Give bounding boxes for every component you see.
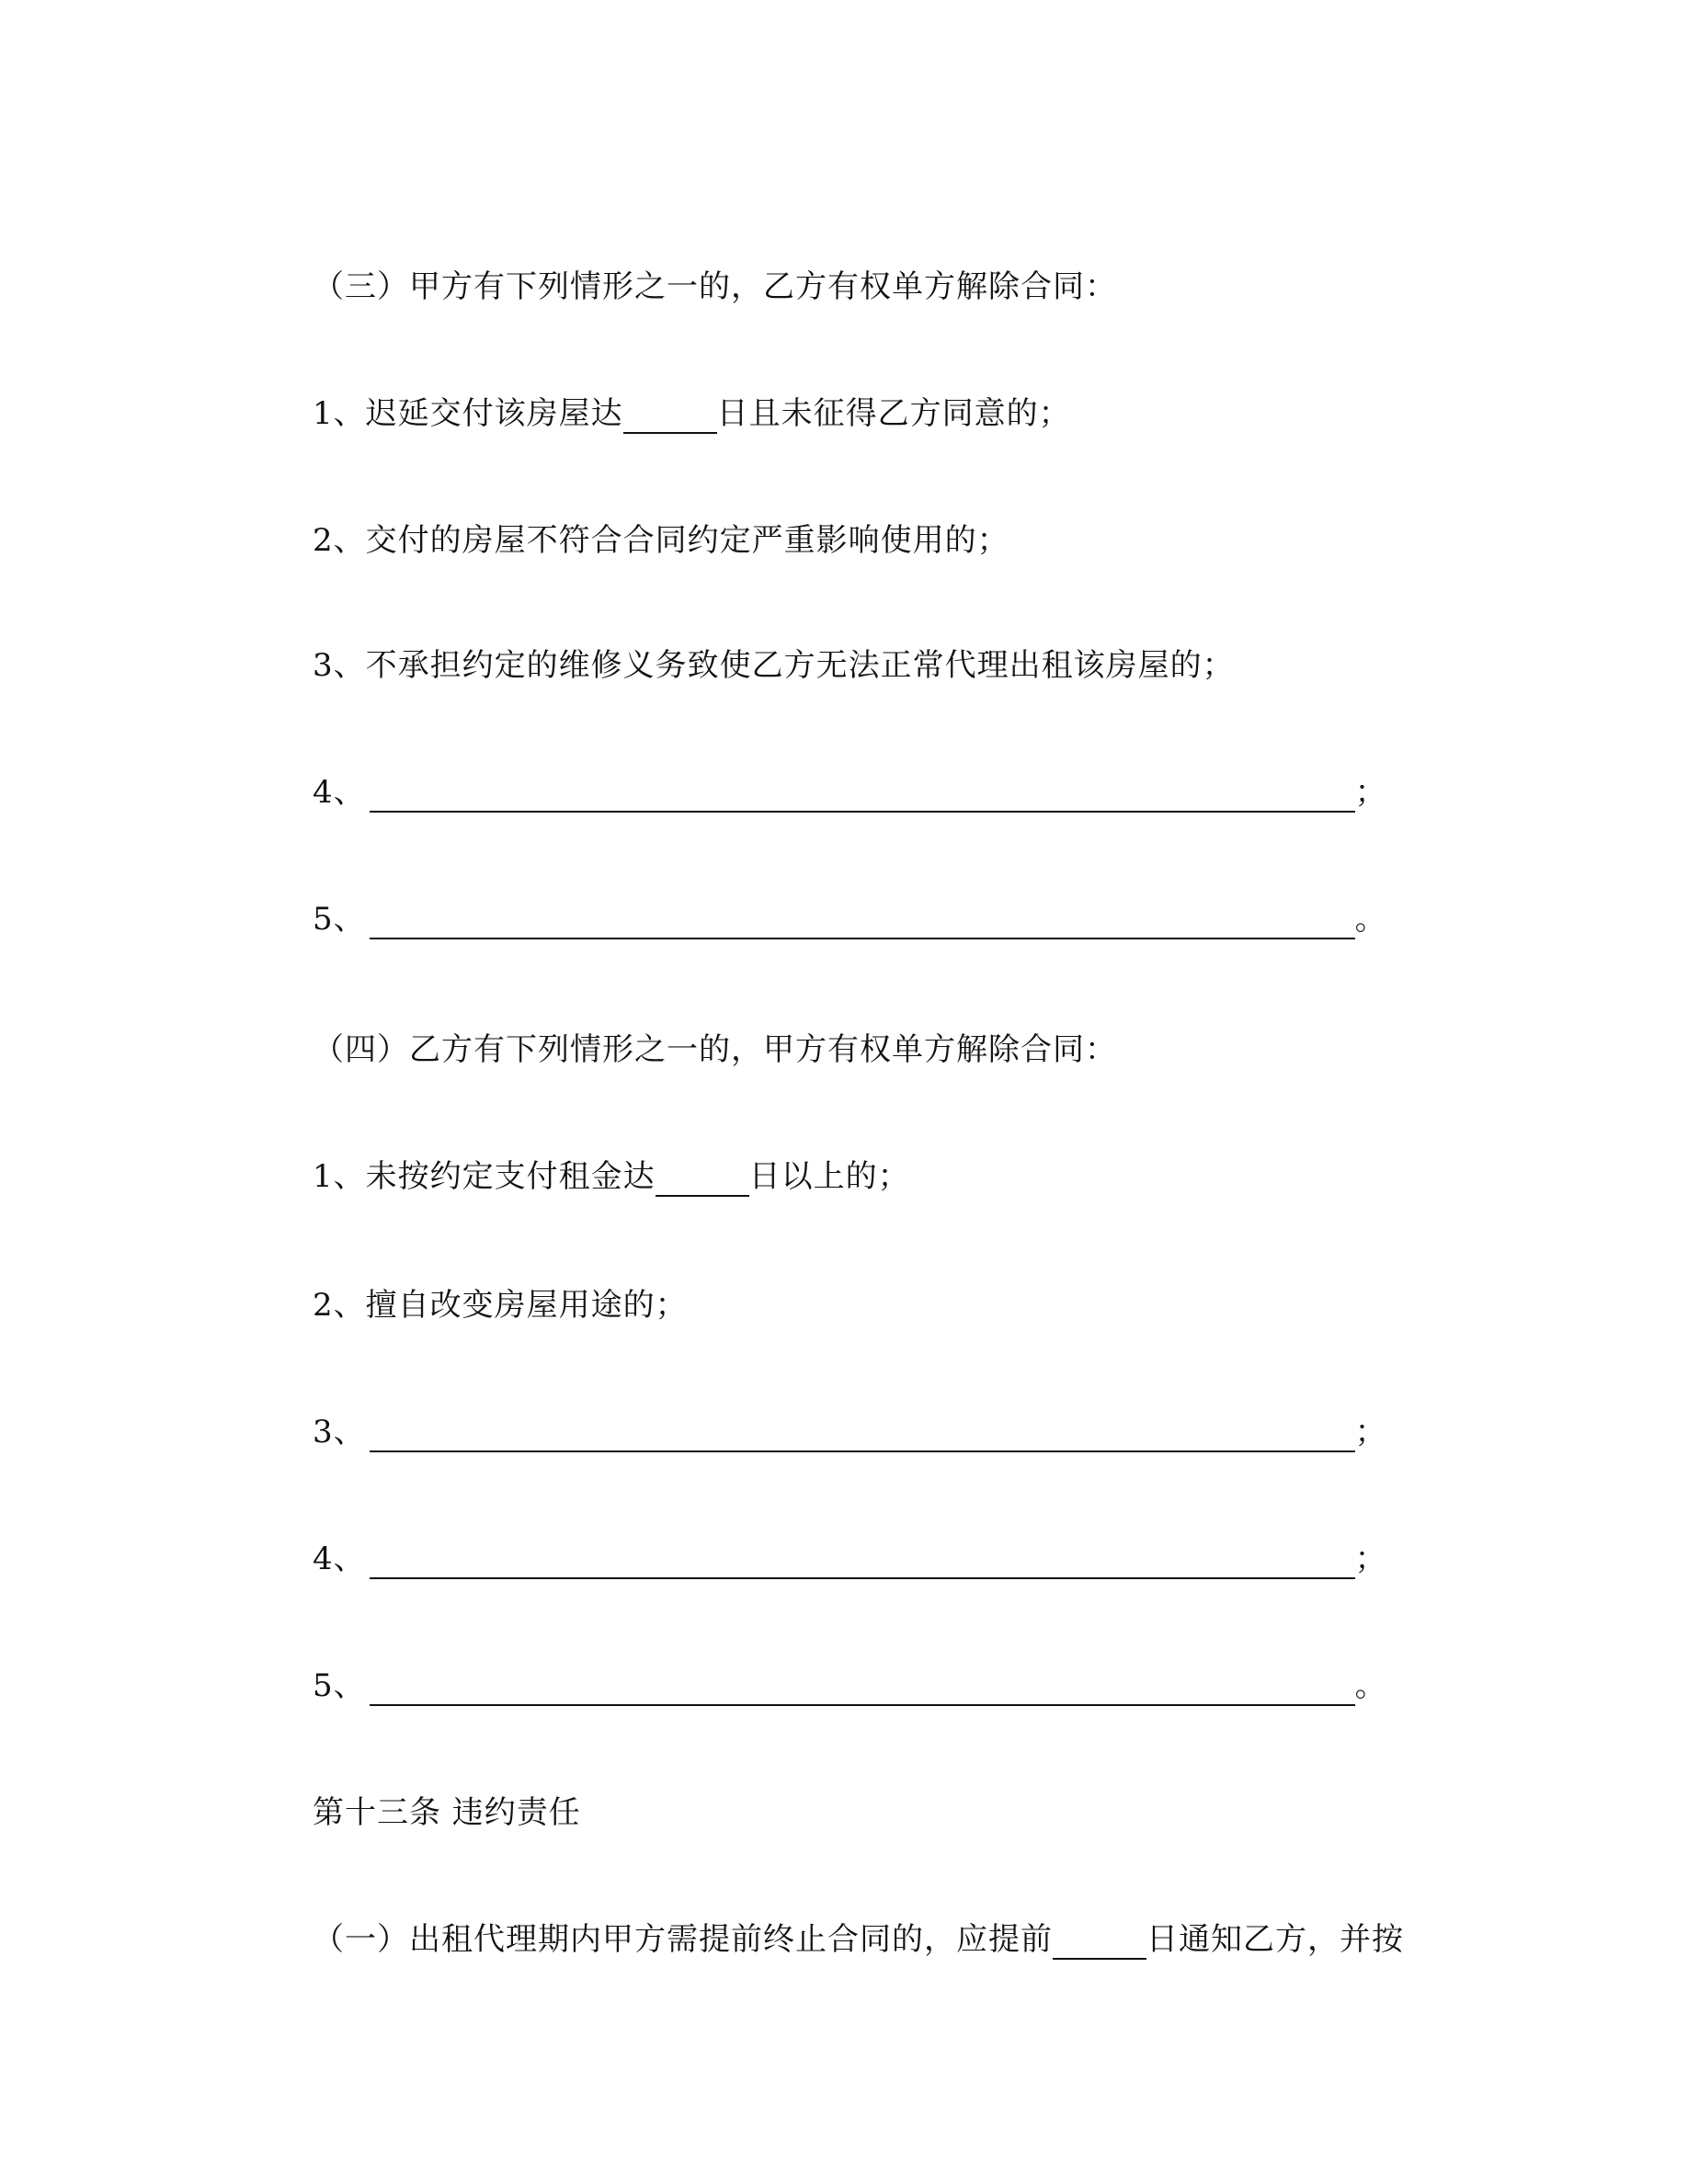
section4-heading: （四）乙方有下列情形之一的，甲方有权单方解除合同： (313, 1031, 1117, 1068)
section3-item-2: 2、交付的房屋不符合合同约定严重影响使用的； (313, 522, 1009, 559)
item-number: 5、 (313, 901, 366, 938)
section4-item-5 (313, 1666, 1387, 1706)
item-end-punctuation: ； (1354, 1414, 1387, 1450)
item-text-prefix: 1、迟延交付该房屋达 (313, 395, 623, 432)
item-text-prefix: 1、未按约定支付租金达 (313, 1158, 656, 1195)
section3-item-3: 3、不承担约定的维修义务致使乙方无法正常代理出租该房屋的； (313, 647, 1235, 684)
section4-item-3 (313, 1412, 1387, 1452)
section4-item-2: 2、擅自改变房屋用途的； (313, 1287, 688, 1324)
fill-in-line[interactable] (370, 904, 1355, 939)
item-number: 4、 (313, 774, 366, 811)
item-number: 5、 (313, 1667, 366, 1704)
fill-in-line[interactable] (370, 1544, 1355, 1579)
section3-heading: （三）甲方有下列情形之一的，乙方有权单方解除合同： (313, 268, 1117, 305)
item-text-suffix: 日以上的； (748, 1158, 910, 1195)
item-end-punctuation: ； (1354, 774, 1387, 811)
article13-item-1 (313, 1919, 1404, 1960)
item-text-suffix: 日且未征得乙方同意的； (716, 395, 1071, 432)
section3-item-1 (313, 393, 1071, 434)
section3-item-4 (313, 772, 1387, 813)
fill-in-line[interactable] (370, 1671, 1355, 1706)
fill-in-blank[interactable] (656, 1162, 749, 1197)
item-number: 3、 (313, 1414, 366, 1450)
item-text-prefix: （一）出租代理期内甲方需提前终止合同的，应提前 (313, 1921, 1053, 1958)
section4-item-1 (313, 1156, 910, 1197)
fill-in-line[interactable] (370, 1417, 1355, 1452)
item-end-punctuation: 。 (1354, 901, 1387, 938)
fill-in-line[interactable] (370, 778, 1355, 813)
fill-in-blank[interactable] (623, 399, 717, 434)
item-number: 4、 (313, 1541, 366, 1577)
item-end-punctuation: 。 (1354, 1667, 1387, 1704)
item-end-punctuation: ； (1354, 1541, 1387, 1577)
fill-in-blank[interactable] (1053, 1925, 1146, 1960)
section3-item-5 (313, 899, 1387, 939)
article13-title: 第十三条 违约责任 (313, 1794, 581, 1831)
item-text-suffix: 日通知乙方，并按 (1146, 1921, 1404, 1958)
section4-item-4 (313, 1539, 1387, 1579)
